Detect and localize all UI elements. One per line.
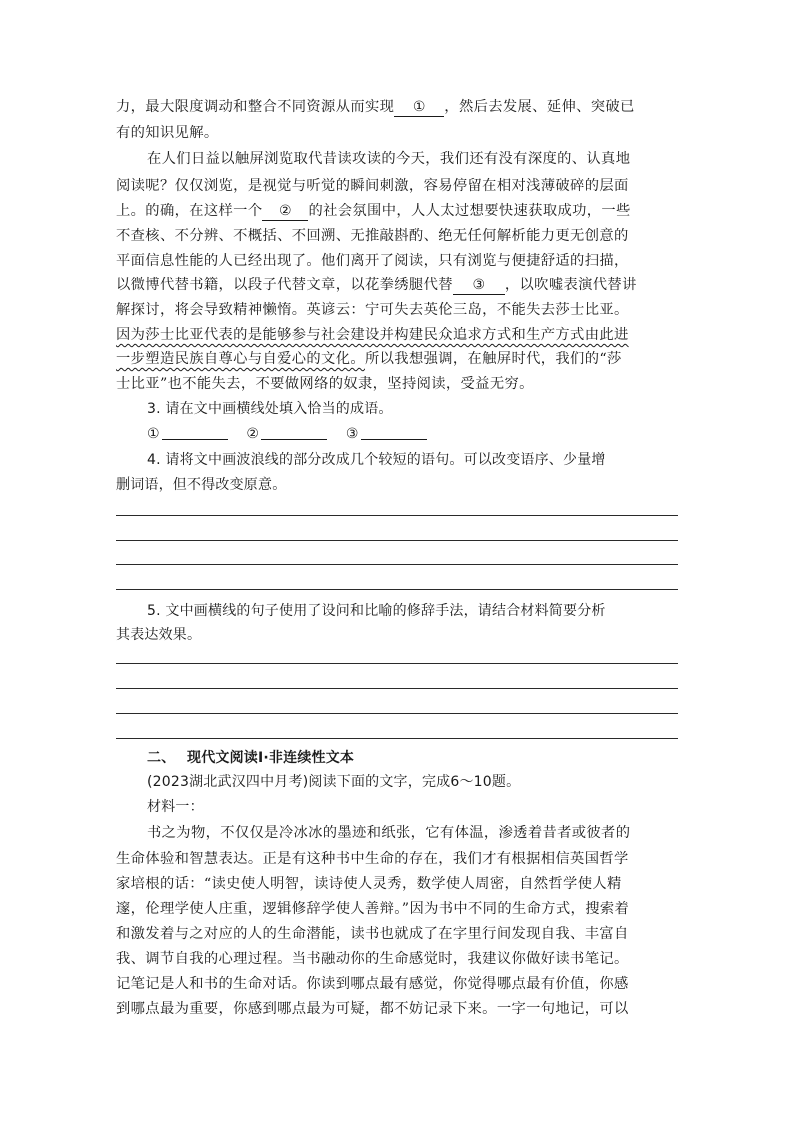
passage2-line-1: 书之为物，不仅仅是冷冰冰的墨迹和纸张，它有体温，渗透着昔者或彼者的 <box>147 825 631 841</box>
answer-line <box>162 423 228 440</box>
passage2-line-5: 和激发着与之对应的人的生命潜能，读书也就成了在字里行间发现自我、丰富自 <box>116 926 629 942</box>
text-segment: ，以吹嘘表演代替讲 <box>504 277 637 293</box>
section-title: 现代文阅读Ⅰ·非连续性文本 <box>187 750 355 766</box>
answer-label: ③ <box>345 426 359 442</box>
passage1-line-8 <box>116 274 678 296</box>
answer-slot-3[interactable] <box>346 423 427 445</box>
text-segment: ，然后去发展、延伸、突破已 <box>444 99 635 115</box>
answer-line <box>261 423 327 440</box>
passage2-line-4: 邃，伦理学使人庄重，逻辑修辞学使人善辩。”因为书中不同的生命方式，搜索着 <box>116 901 630 917</box>
passage1-line-1 <box>116 96 678 118</box>
text-segment: 上。的确，在这样一个 <box>116 203 263 219</box>
section-2-source: (2023湖北武汉四中月考)阅读下面的文字，完成6～10题。 <box>147 774 521 790</box>
answer-label: ② <box>246 426 260 442</box>
section-number: 二、 <box>147 750 176 766</box>
question-4-line-2: 删词语，但不得改变原意。 <box>116 477 287 493</box>
passage2-line-7: 记笔记是人和书的生命对话。你读到哪点最有感觉，你觉得哪点最有价值，你感 <box>116 976 629 992</box>
answer-rule[interactable] <box>116 589 678 590</box>
question-5-line-1: 5. 文中画横线的句子使用了设问和比喻的修辞手法，请结合材料简要分析 <box>147 603 606 619</box>
passage1-line-3: 在人们日益以触屏浏览取代昔读攻读的今天，我们还有没有深度的、认真地 <box>147 151 631 167</box>
passage1-line-11 <box>116 348 678 374</box>
question-3: 3. 请在文中画横线处填入恰当的成语。 <box>147 401 393 417</box>
answer-rule[interactable] <box>116 540 678 541</box>
material-1-label: 材料一： <box>147 799 204 815</box>
blank-2: ② <box>262 202 308 221</box>
passage2-line-2: 生命体验和智慧表达。正是有这种书中生命的存在，我们才有根据相信英国哲学 <box>116 851 629 867</box>
blank-3: ③ <box>453 276 505 295</box>
text-segment: 所以我想强调，在触屏时代，我们的“莎 <box>365 351 622 367</box>
section-2-heading <box>116 747 709 769</box>
passage1-line-7: 平面信息性能的人已经出现了。他们离开了阅读，只有浏览与便捷舒适的扫描， <box>116 253 629 269</box>
question-3-answers <box>116 423 709 445</box>
question-5-line-2: 其表达效果。 <box>116 627 202 643</box>
wavy-text: 因为莎士比亚代表的是能够参与社会建设并构建民众追求方式和生产方式由此进 <box>116 327 629 343</box>
passage2-line-3: 家培根的话：“读史使人明智，读诗使人灵秀，数学使人周密，自然哲学使人精 <box>116 876 622 892</box>
text-segment: 的社会氛围中，人人太过想要快速获取成功，一些 <box>308 203 631 219</box>
passage2-line-8: 到哪点最为重要，你感到哪点最为可疑，都不妨记录下来。一字一句地记，可以 <box>116 1001 629 1017</box>
passage1-line-4: 阅读呢？仅仅浏览，是视觉与听觉的瞬间刺激，容易停留在相对浅薄破碎的层面 <box>116 178 629 194</box>
question-4-line-1: 4. 请将文中画波浪线的部分改成几个较短的语句。可以改变语序、少量增 <box>147 452 606 468</box>
passage1-line-5 <box>116 200 678 222</box>
answer-slot-2[interactable] <box>246 423 327 445</box>
answer-slot-1[interactable] <box>147 423 228 445</box>
passage2-line-6: 我、调节自我的心理过程。当书融动你的生命感觉时，我建议你做好读书笔记。 <box>116 951 629 967</box>
answer-rule[interactable] <box>116 713 678 714</box>
text-segment: 以微博代替书籍，以段子代替文章，以花拳绣腿代替 <box>116 277 453 293</box>
passage1-line-2: 有的知识见解。 <box>116 125 219 141</box>
answer-rule[interactable] <box>116 515 678 516</box>
passage1-line-12: 士比亚”也不能失去，不要做网络的奴隶，坚持阅读，受益无穷。 <box>116 376 534 392</box>
answer-rule[interactable] <box>116 663 678 664</box>
passage1-line-9: 解探讨，将会导致精神懒惰。英谚云：宁可失去英伦三岛，不能失去莎士比亚。 <box>116 302 629 318</box>
answer-label: ① <box>147 426 160 442</box>
answer-rule[interactable] <box>116 564 678 565</box>
wavy-text: 一步塑造民族自尊心与自爱心的文化。 <box>116 351 365 367</box>
answer-rule[interactable] <box>116 738 678 739</box>
passage1-line-10 <box>116 324 678 350</box>
text-segment: 力，最大限度调动和整合不同资源从而实现 <box>116 99 395 115</box>
passage1-line-6: 不查核、不分辨、不概括、不回溯、无推敲斟酌、绝无任何解析能力更无创意的 <box>116 228 629 244</box>
answer-line <box>361 423 427 440</box>
blank-1: ① <box>394 98 444 117</box>
answer-rule[interactable] <box>116 688 678 689</box>
